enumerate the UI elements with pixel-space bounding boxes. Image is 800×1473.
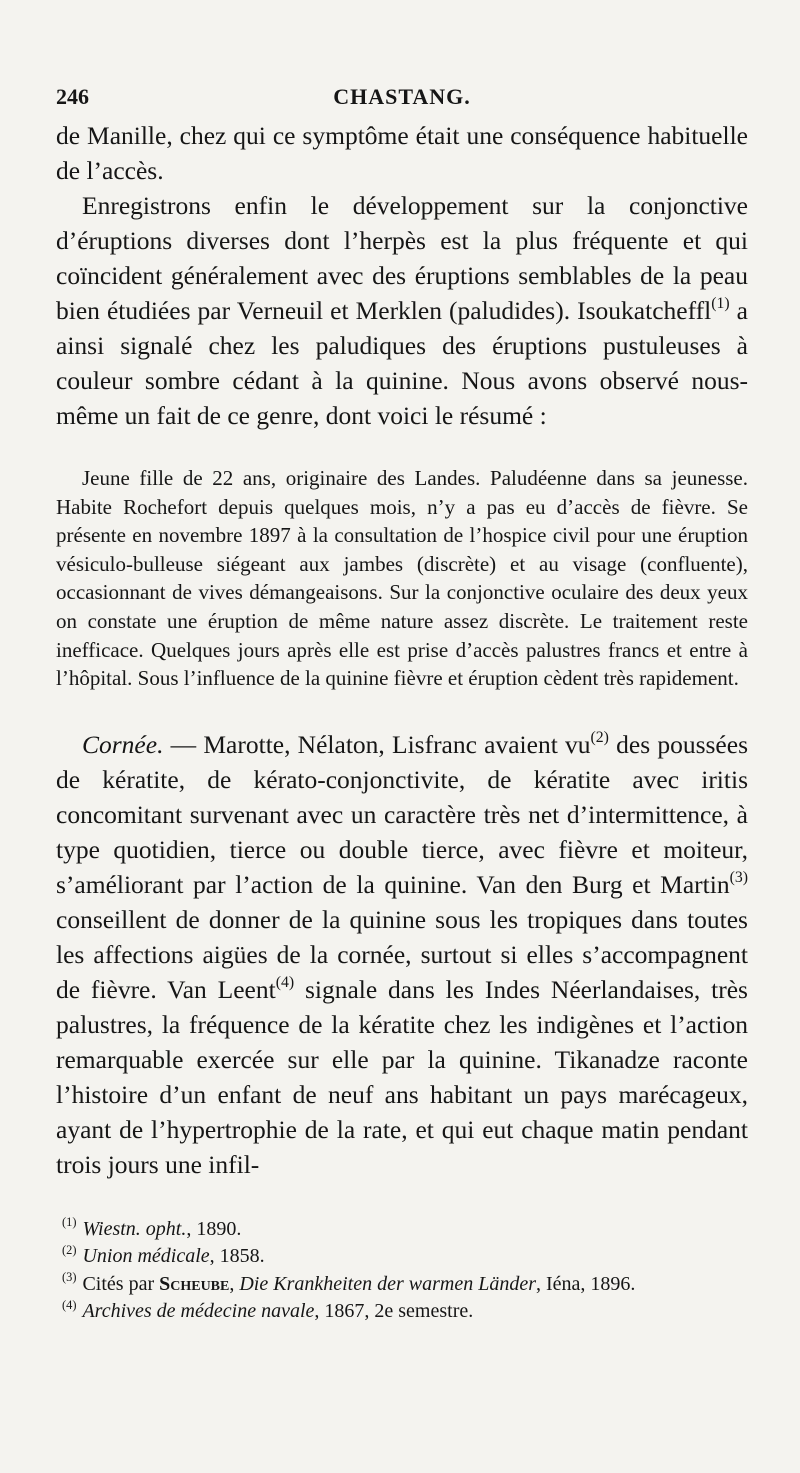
- paragraph-1: de Manille, chez qui ce symptôme était une conséquence habituelle de l’accès.: [56, 121, 748, 185]
- footnotes: [56, 1216, 748, 1326]
- footnote-author: Scheube: [159, 1272, 230, 1295]
- footnote-mark: (1): [62, 1215, 77, 1230]
- footnote-mark: (2): [62, 1242, 77, 1257]
- footnote-sep: ,: [229, 1272, 240, 1295]
- paragraph-2-text-b: a ainsi signalé chez les paludiques des éruptions pustuleuses à couleur sombre cédant à la quinine. Nous avons observé nous-même un fait de ce genre, dont voici le résumé :: [56, 296, 748, 430]
- cornee-paragraph: [56, 727, 748, 1182]
- footnote-mark: (3): [62, 1270, 77, 1285]
- page-number: 246: [56, 84, 89, 109]
- paragraph-2-text-a: Enregistrons enfin le développement sur la conjonctive d’éruptions diverses dont l’herpès est la plus fréquente et qui coïncident généralement avec des éruptions semblables de la peau bien étudiées par Verneuil et Merklen (paludides). Isoukatcheffl: [56, 191, 748, 325]
- running-title: CHASTANG.: [333, 84, 471, 109]
- footnote-1: [56, 1216, 748, 1244]
- footnote-source: Archives de médecine navale: [82, 1300, 315, 1323]
- footnote-detail: , 1858.: [209, 1245, 265, 1268]
- footnote-ref-4: (4): [275, 973, 295, 991]
- paragraph-2: [56, 188, 748, 433]
- footnote-source: Union médicale: [82, 1245, 210, 1268]
- footnote-detail: , 1867, 2e semestre.: [314, 1300, 474, 1323]
- section-dash: —: [163, 729, 204, 759]
- footnote-ref-1: (1): [711, 294, 730, 312]
- footnote-ref-3: (3): [729, 868, 748, 886]
- cornee-text-2: des poussées de kératite, de kérato-conjonctivite, de kératite avec iritis concomitant survenant avec un caractère très net d’intermittence, à type quotidien, tierce ou double tierce, avec fièvre et moiteur, s’améliorant par l’action de la quinine. Van den Burg et Martin: [56, 729, 748, 899]
- footnote-lead: Cités par: [82, 1272, 160, 1295]
- footnote-mark: (4): [62, 1297, 77, 1312]
- footnote-detail: , Iéna, 1896.: [536, 1272, 636, 1295]
- footnote-3: [56, 1271, 748, 1299]
- footnote-2: [56, 1243, 748, 1271]
- footnote-ref-2: (2): [590, 728, 609, 746]
- section-title-cornee: Cornée.: [82, 729, 164, 759]
- footnote-4: [56, 1298, 748, 1326]
- footnote-source: Wiestn. opht.: [82, 1217, 187, 1240]
- cornee-text-4: signale dans les Indes Néerlandaises, très palustres, la fréquence de la kératite chez les indigènes et l’action remarquable exercée sur elle par la quinine. Tikanadze raconte l’histoire d’un enfant de neuf ans habitant un pays marécageux, ayant de l’hypertrophie de la rate, et qui eut chaque matin pendant trois jours une infil-: [56, 974, 748, 1179]
- footnote-source: Die Krankheiten der warmen Länder: [239, 1272, 536, 1295]
- case-report: Jeune fille de 22 ans, originaire des Landes. Paludéenne dans sa jeunesse. Habite Rochefort depuis quelques mois, n’y a pas eu d’accès de fièvre. Se présente en novembre 1897 à la consultation de l’hospice civil pour une éruption vésiculo-bulleuse siégeant aux jambes (discrète) et au visage (confluente), occasionnant de vives démangeaisons. Sur la conjonctive oculaire des deux yeux on constate une éruption de même nature assez discrète. Le traitement reste inefficace. Quelques jours après elle est prise d’accès palustres francs et entre à l’hôpital. Sous l’influence de la quinine fièvre et éruption cèdent très rapidement.: [56, 466, 748, 691]
- cornee-text-1: Marotte, Nélaton, Lisfranc avaient vu: [203, 729, 591, 759]
- cornee-text-3: conseillent de donner de la quinine sous les tropiques dans toutes les affections aigües de la cornée, surtout si elles s’accompagnent de fièvre. Van Leent: [56, 904, 748, 1004]
- footnote-detail: , 1890.: [186, 1217, 242, 1240]
- running-head: [56, 78, 748, 118]
